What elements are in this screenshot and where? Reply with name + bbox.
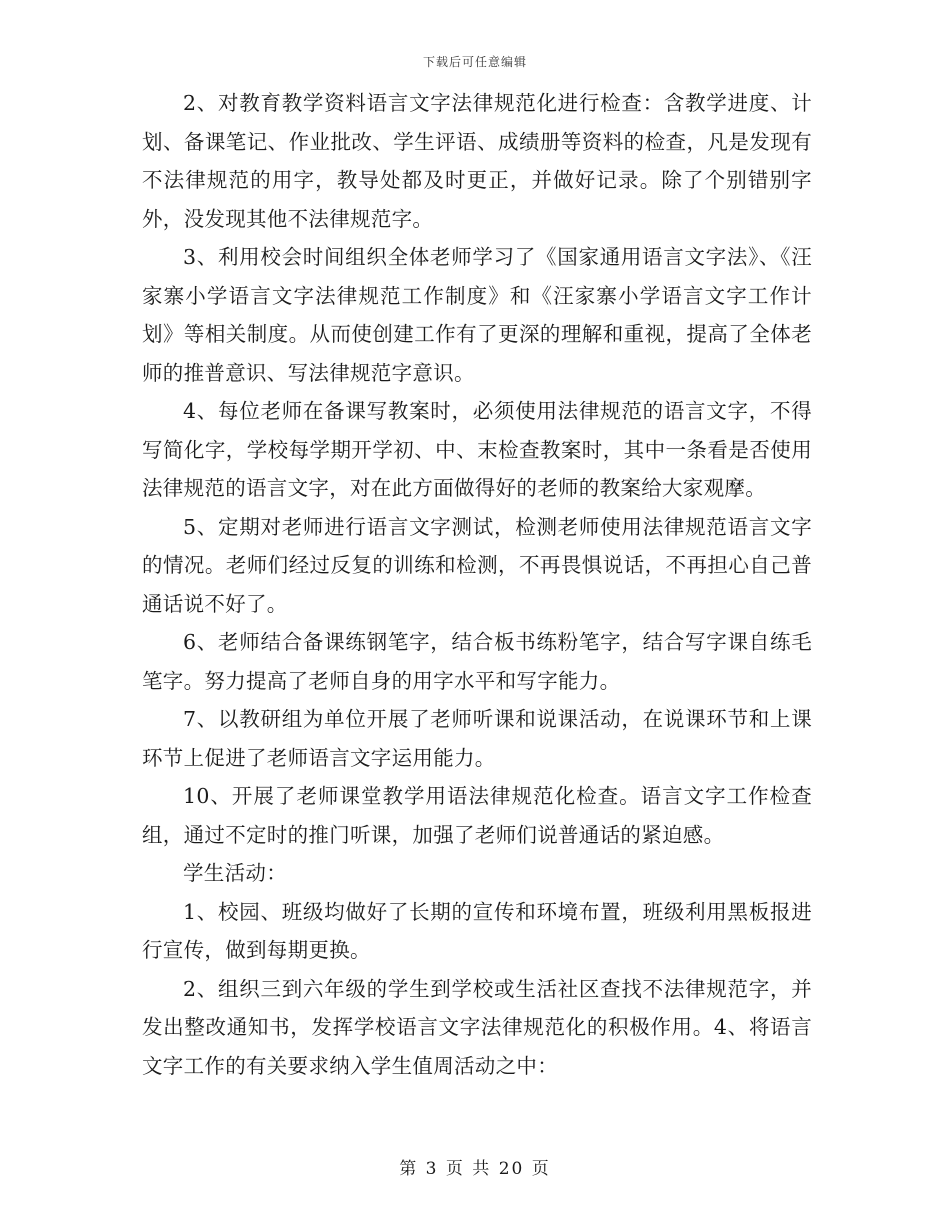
page-header-note: 下载后可任意编辑 <box>422 55 527 69</box>
paragraph-student-1-campus: 1、校园、班级均做好了长期的宣传和环境布置，班级利用黑板报进行宣传，做到每期更换。 <box>142 899 812 962</box>
paragraph-item-7-lectures: 7、以教研组为单位开展了老师听课和说课活动，在说课环节和上课环节上促进了老师语言文字运用能力。 <box>142 707 812 770</box>
section-heading-student-activities: 学生活动： <box>183 861 287 885</box>
paragraph-item-2-check: 2、对教育教学资料语言文字法律规范化进行检查：含教学进度、计划、备课笔记、作业批改、学生评语、成绩册等资料的检查，凡是发现有不法律规范的用字，教导处都及时更正，并做好记录。除了个别错别字外，没发现其他不法律规范字。 <box>142 91 812 231</box>
paragraph-item-4-lesson-plans: 4、每位老师在备课写教案时，必须使用法律规范的语言文字，不得写简化字，学校每学期开学初、中、末检查教案时，其中一条看是否使用法律规范的语言文字，对在此方面做得好的老师的教案给大家观摩。 <box>142 399 812 500</box>
page-number-footer: 第 3 页 共 20 页 <box>399 1159 551 1179</box>
paragraph-item-10-classroom: 10、开展了老师课堂教学用语法律规范化检查。语言文字工作检查组，通过不定时的推门听课，加强了老师们说普通话的紧迫感。 <box>142 784 812 847</box>
paragraph-item-6-calligraphy: 6、老师结合备课练钢笔字，结合板书练粉笔字，结合写字课自练毛笔字。努力提高了老师自身的用字水平和写字能力。 <box>142 630 812 693</box>
paragraph-item-5-testing: 5、定期对老师进行语言文字测试，检测老师使用法律规范语言文字的情况。老师们经过反复的训练和检测，不再畏惧说话，不再担心自己普通话说不好了。 <box>142 514 812 616</box>
document-body <box>142 84 812 1085</box>
paragraph-student-2-search: 2、组织三到六年级的学生到学校或生活社区查找不法律规范字，并发出整改通知书，发挥学校语言文字法律规范化的积极作用。4、将语言文字工作的有关要求纳入学生值周活动之中： <box>142 976 812 1078</box>
paragraph-item-3-study: 3、利用校会时间组织全体老师学习了《国家通用语言文字法》、《汪家寨小学语言文字法律规范工作制度》和《汪家寨小学语言文字工作计划》等相关制度。从而使创建工作有了更深的理解和重视，提高了全体老师的推普意识、写法律规范字意识。 <box>142 245 812 385</box>
